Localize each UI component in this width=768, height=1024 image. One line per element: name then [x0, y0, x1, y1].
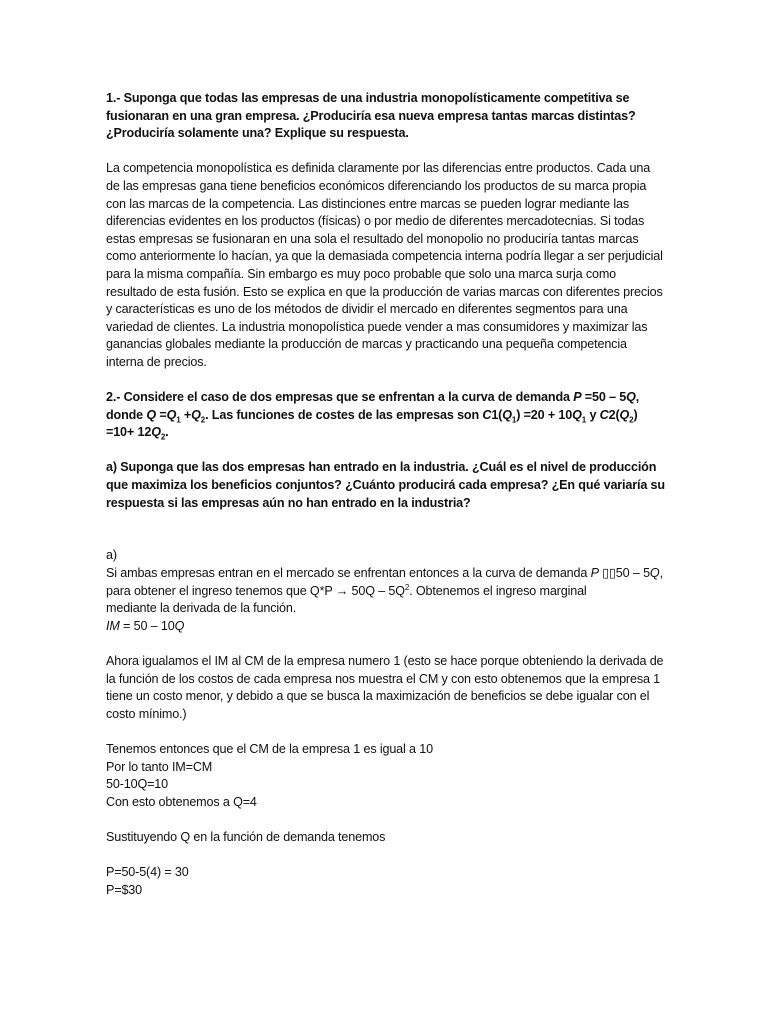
question-2: 2.- Considere el caso de dos empresas que se enfrentan a la curva de demanda P =50 – 5Q, donde $Q =Q_1 +Q_2$. Las funciones de costes de las empresas son $C1(Q_1) =20 + 10Q_1$ y $C2(Q_2) =10+ 12Q_2$.	[106, 390, 640, 442]
result-line: P=$30	[106, 882, 143, 897]
marginal-revenue-formula: IM = 50 – 10Q	[106, 618, 185, 633]
step-line: Con esto obtenemos a Q=4	[106, 794, 257, 809]
price-result	[106, 864, 666, 899]
explanation: Ahora igualamos el IM al CM de la empresa numero 1 (esto se hace porque obteniendo la derivada de la función de los costos de cada empresa nos muestra el CM y con esto obtenemos que la empresa 1 tiene un costo menor, y debido a que se busca la maximización de beneficios se debe igualar con el costo mínimo.)	[106, 654, 664, 721]
answer-a: a) Si ambas empresas entran en el mercado se enfrentan entonces a la curva de demanda P ▯▯50 – 5Q, para obtener el ingreso tenemos que $Q*P \to 50Q - 5Q^2$. Obtenemos el ingreso marginal mediante la derivada de la función. IM = 50 – 10Q	[106, 547, 666, 635]
document-page	[106, 90, 666, 917]
question-2a: a) Suponga que las dos empresas han entrado en la industria. ¿Cuál es el nivel de producción que maximiza los beneficios conjuntos? ¿Cuánto producirá cada empresa? ¿En qué variaría su respuesta si las empresas aún no han entrado en la industria?	[106, 460, 665, 510]
spacer	[106, 530, 666, 548]
answer-a-label: a)	[106, 548, 117, 563]
step-line: Por lo tanto IM=CM	[106, 759, 213, 774]
missing-glyph-box: ▯▯	[602, 566, 616, 581]
substitution-text: Sustituyendo Q en la función de demanda tenemos	[106, 829, 386, 844]
result-line: P=50-5(4) = 30	[106, 865, 189, 880]
answer-1: La competencia monopolística es definida claramente por las diferencias entre productos. Cada una de las empresas gana tiene beneficios económicos diferenciando los productos de su marca propia con las marcas de la competencia. Las distinciones entre marcas se pueden lograr mediante las diferencias evidentes en los productos (físicas) o por medio de diferentes mercadotecnias. Si todas estas empresas se fusionaran en una sola el resultado del monopolio no produciría tantas marcas como anteriormente lo hacían, ya que la demasiada competencia interna podría llegar a ser perjudicial para la misma compañía. Sin embargo es muy poco probable que solo una marca surja como resultado de esta fusión. Esto se explica en que la producción de varias marcas con diferentes precios y características es uno de los métodos de dividir el mercado en diferentes segmentos para una variedad de clientes. La industria monopolística puede vender a mas consumidores y maximizar las ganancias globales mediante la producción de marcas y practicando una pequeña competencia interna de precios.	[106, 161, 663, 369]
solution-steps	[106, 741, 666, 811]
step-line: Tenemos entonces que el CM de la empresa 1 es igual a 10	[106, 741, 433, 756]
question-1: 1.- Suponga que todas las empresas de una industria monopolísticamente competitiva se fusionaran en una gran empresa. ¿Produciría esa nueva empresa tantas marcas distintas? ¿Produciría solamente una? Explique su respuesta.	[106, 91, 636, 141]
step-line: 50-10Q=10	[106, 777, 169, 792]
